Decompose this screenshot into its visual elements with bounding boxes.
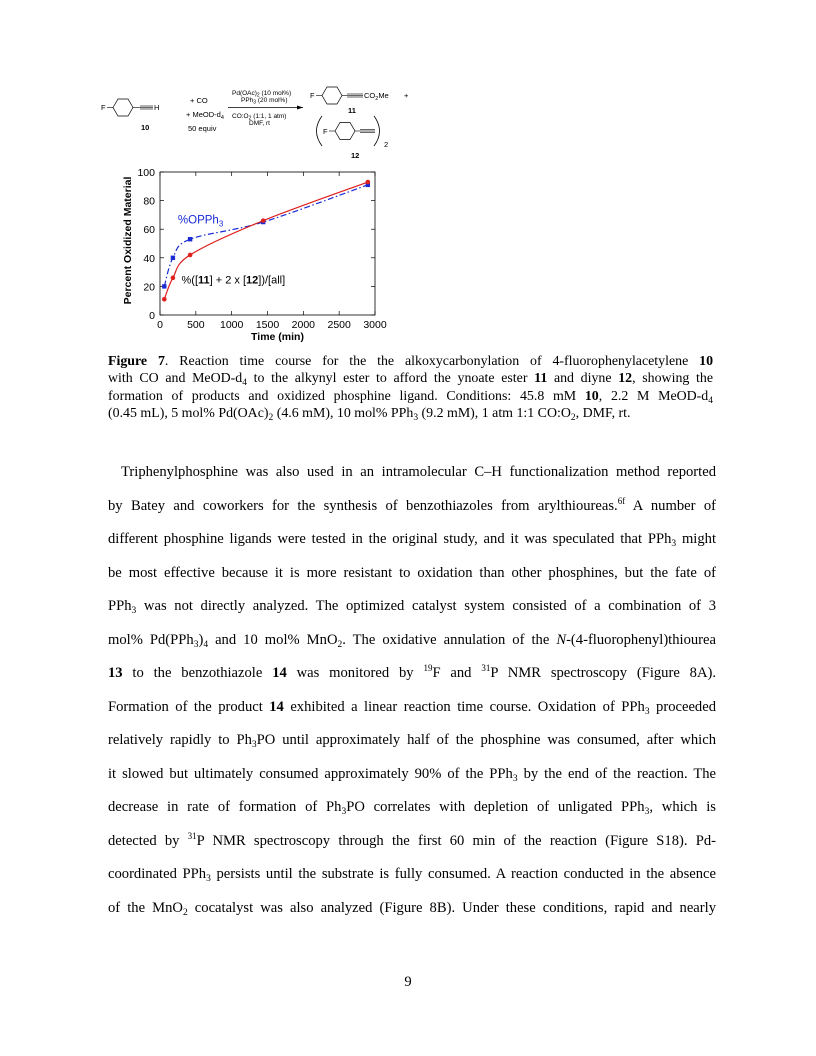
page-number: 9 [404, 974, 412, 990]
para-line: different phosphine ligands were tested in the original study, and it was speculated that PPh$_3$ might [108, 531, 717, 549]
svg-text:11: 11 [348, 106, 356, 115]
y-tick-label: 20 [143, 281, 155, 294]
x-axis-label: Time (min) [251, 331, 304, 343]
data-point-products [366, 180, 371, 185]
y-tick-label: 100 [137, 167, 155, 179]
svg-text:+: + [404, 91, 409, 100]
x-tick-label: 1000 [219, 319, 244, 331]
data-point-products [162, 297, 167, 302]
para-line: by Batey and coworkers for the synthesis of benzothiazoles from arylthioureas.$^{6f}$ A number of [108, 495, 717, 514]
para-line: relatively rapidly to $Ph_3PO$ until approximately half of the phosphine was consumed, after which [108, 732, 716, 750]
data-point-products [188, 253, 193, 258]
reactant-f: F [101, 103, 106, 112]
data-point-products [171, 276, 176, 281]
svg-text:+ MeOD-d4: + MeOD-$d_4$ [186, 110, 224, 121]
para-line: detected by $^{31}$P NMR spectroscopy through the first 60 min of the reaction (Figure S18). Pd- [108, 830, 716, 849]
svg-text:DMF, rt: DMF, rt [249, 120, 270, 127]
x-tick-label: 2500 [327, 319, 351, 331]
reagent-meod: + MeOD-d [186, 110, 221, 119]
para-line: PPh$_3$ was not directly analyzed. The optimized catalyst system consisted of a combination of 3 [108, 598, 716, 616]
series-line-opph3 [164, 185, 368, 287]
para-line: mol% $Pd(PPh_3)_4$ and 10 mol% MnO$_2$. The oxidative annulation of the N-(4-fluorophenyl)thiourea [108, 631, 716, 650]
series-label-products: %([11] + 2 x [12])/[all] [181, 274, 286, 287]
svg-text:Pd(OAc)2 (10 mol%): $Pd(OAc)_2$ (10 mol%) [232, 90, 292, 99]
x-tick-label: 3000 [363, 319, 387, 331]
reaction-scheme [95, 84, 435, 166]
figure-caption: Figure 7. Reaction time course for the the alkoxycarbonylation of 4-fluorophenylacetylene 10 with CO and MeOD-$d_4$ to the alkynyl ester to afford the ynoate ester 11 and diyne 12, showing the formation of products and oxidized phosphine ligand. Conditions: 45.8 mM 10, 2.2 M MeOD-$d_4$ (0.45 mL), 5 mol% $Pd(OAc)_2$ (4.6 mM), 10 mol% PPh$_3$ (9.2 mM), 1 atm 1:1 $CO:O_2$, DMF, rt. [108, 354, 714, 424]
reagent-co: + CO [190, 96, 208, 105]
data-point-opph3 [188, 237, 192, 241]
reactant-h: H [154, 103, 160, 112]
reagent-equiv: 50 equiv [188, 124, 217, 133]
figure-label: Figure 7 [108, 354, 165, 369]
para-line: be most effective because it is more resistant to oxidation than other phosphines, but the fate of [108, 564, 716, 581]
time-course-chart [110, 164, 400, 350]
svg-text:F: F [310, 91, 315, 100]
svg-text:F: F [323, 127, 328, 136]
data-point-products [261, 218, 266, 223]
x-tick-label: 2000 [291, 319, 316, 331]
benzene-ring [113, 99, 133, 116]
para-line: decrease in rate of formation of $Ph_3PO$ correlates with depletion of unligated PPh$_3$, which is [108, 799, 716, 817]
data-point-opph3 [162, 284, 166, 288]
reactant-label: 10 [141, 123, 150, 132]
svg-text:CO:O2 (1:1, 1 atm): $CO:O_2$ (1:1, 1 atm) [232, 113, 287, 122]
para-line: Triphenylphosphine was also used in an intramolecular C–H functionalization method reported [121, 464, 716, 480]
para-line: Formation of the product 14 exhibited a linear reaction time course. Oxidation of PPh$_3$ proceeded [108, 698, 716, 717]
body-paragraph [108, 456, 716, 925]
svg-text:PPh3 (20 mol%): PPh$_3$ (20 mol%) [241, 97, 288, 106]
svg-text:CO2Me: $CO_2Me$ [364, 91, 389, 102]
svg-text:12: 12 [351, 151, 360, 160]
x-tick-label: 1500 [255, 319, 280, 331]
y-tick-label: 40 [143, 252, 155, 265]
data-point-opph3 [171, 256, 175, 260]
para-line: coordinated PPh$_3$ persists until the substrate is fully consumed. A reaction conducted in the absence [108, 866, 716, 884]
y-tick-label: 80 [143, 195, 155, 208]
svg-text:2: 2 [384, 140, 389, 149]
y-tick-label: 0 [149, 310, 155, 322]
para-line: of the MnO$_2$ cocatalyst was also analyzed (Figure 8B). Under these conditions, rapid and nearly [108, 899, 716, 918]
x-tick-label: 500 [187, 319, 205, 331]
para-line: 13 to the benzothiazole 14 was monitored by $^{19}$F and $^{31}$P NMR spectroscopy (Figure 8A). [108, 663, 717, 681]
para-line: it slowed but ultimately consumed approximately 90% of the PPh$_3$ by the end of the reaction. The [108, 765, 717, 784]
x-tick-label: 0 [157, 319, 163, 331]
y-tick-label: 60 [143, 224, 155, 237]
series-label-opph3: %OPPh$_3$ [177, 214, 224, 229]
y-axis-label: Percent Oxidized Material [122, 176, 134, 305]
